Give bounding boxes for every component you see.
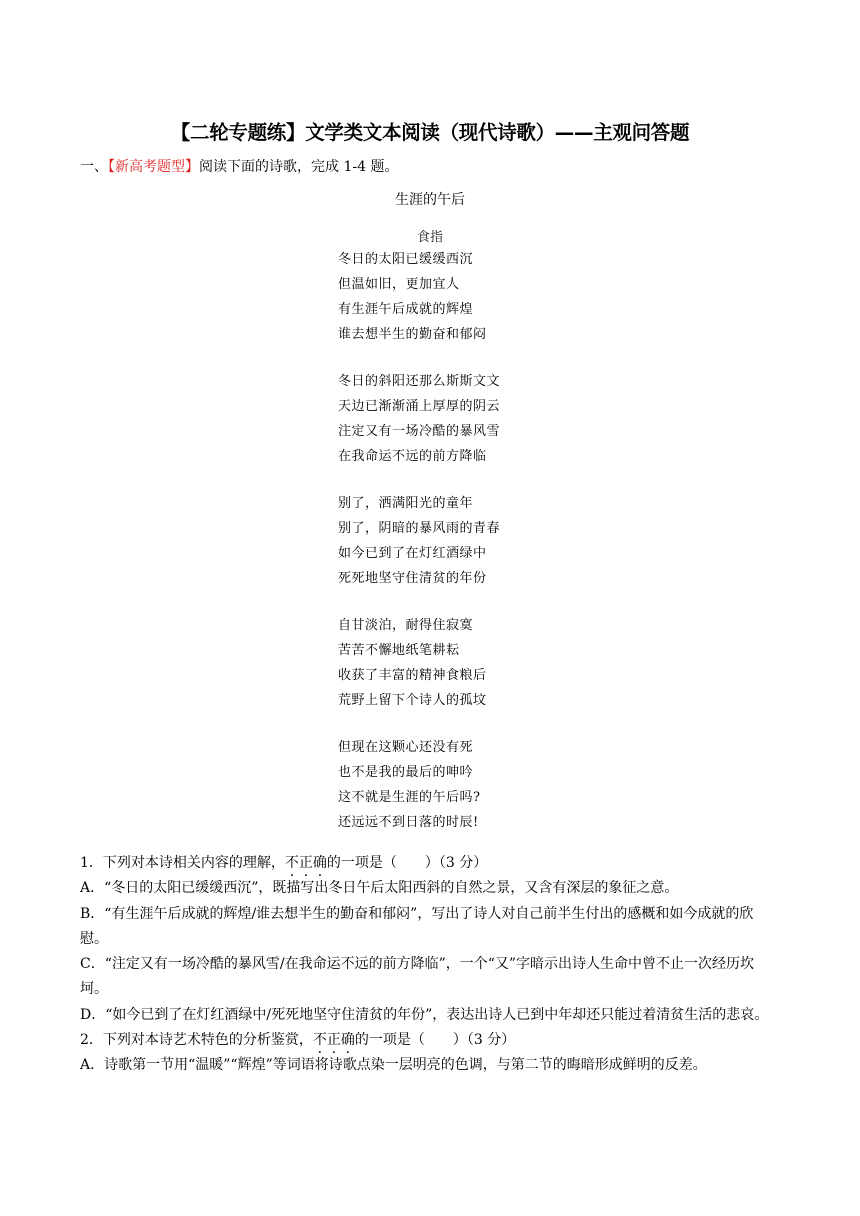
- emphasis-char: 确: [340, 1032, 355, 1049]
- poem-line: 苦苦不懈地纸笔耕耘: [338, 643, 460, 658]
- emphasis-char: 不: [284, 855, 299, 871]
- poem-title: 生涯的午后: [395, 192, 465, 208]
- poem-line: 别了，阴暗的暴风雨的青春: [338, 521, 501, 536]
- section-number: 一、: [80, 159, 108, 175]
- poem-line: 死死地坚守住清贫的年份: [338, 571, 487, 586]
- emphasis-char: 正: [298, 855, 313, 871]
- section-heading: [80, 156, 398, 176]
- poem-line: 注定又有一场冷酷的暴风雪: [338, 424, 501, 439]
- poem-line: 谁去想半生的勤奋和郁闷: [338, 327, 487, 342]
- poem-stanza: [338, 247, 500, 347]
- poem-line: 收获了丰富的精神食粮后: [338, 668, 487, 683]
- emphasis-dotted: [313, 1032, 355, 1048]
- poem-line: 还远远不到日落的时辰!: [338, 815, 479, 830]
- poem-line: 荒野上留下个诗人的孤坟: [338, 693, 487, 708]
- question-2-stem: 2．下列对本诗艺术特色的分析鉴赏，不正确的一项是（ ）（3 分）: [80, 1032, 516, 1049]
- poem-stanza: [338, 369, 500, 469]
- question-1-option-c: C．“注定又有一场冷酷的暴风雪/在我命运不远的前方降临”，一个“又”字暗示出诗人生命中曾不止一次经历坎坷。: [80, 956, 755, 998]
- question-1-option-a: A．“冬日的太阳已缓缓西沉”，既描写出冬日午后太阳西斜的自然之景，又含有深层的象征之意。: [80, 880, 679, 897]
- poem-line: 但现在这颗心还没有死: [338, 740, 474, 755]
- poem-line: 别了，洒满阳光的童年: [338, 496, 474, 511]
- poem-body: [338, 247, 500, 835]
- poem-line: 也不是我的最后的呻吟: [338, 765, 474, 780]
- poem-stanza: [338, 735, 500, 835]
- poem-line: 但温如旧，更加宜人: [338, 277, 460, 292]
- poem-line: 冬日的太阳已缓缓西沉: [338, 252, 474, 267]
- emphasis-char: 正: [326, 1032, 341, 1049]
- question-1-option-b: B．“有生涯午后成就的辉煌/谁去想半生的勤奋和郁闷”，写出了诗人对自己前半生付出的感概和如今成就的欣慰。: [80, 905, 754, 947]
- poem-author: 食指: [416, 230, 443, 245]
- poem-line: 如今已到了在灯红酒绿中: [338, 546, 487, 561]
- question-list: [80, 851, 780, 1079]
- question-1-stem: 1．下列对本诗相关内容的理解，不正确的一项是（ ）（3 分）: [80, 855, 488, 871]
- page-title: 【二轮专题练】文学类文本阅读（现代诗歌）——主观问答题: [170, 121, 690, 144]
- poem-line: 有生涯午后成就的辉煌: [338, 302, 474, 317]
- poem-stanza: [338, 613, 500, 713]
- emphasis-dotted: [285, 855, 327, 871]
- poem-line: 冬日的斜阳还那么斯斯文文: [338, 374, 501, 389]
- poem-line: 天边已渐渐涌上厚厚的阴云: [338, 399, 501, 414]
- poem-line: 这不就是生涯的午后吗?: [338, 790, 481, 805]
- emphasis-char: 不: [312, 1032, 327, 1049]
- poem-line: 自甘淡泊，耐得住寂寞: [338, 618, 474, 633]
- section-instruction: 阅读下面的诗歌，完成 1-4 题。: [199, 159, 399, 175]
- poem-stanza: [338, 491, 500, 591]
- question-2-option-a: A．诗歌第一节用“温暖”“辉煌”等词语将诗歌点染一层明亮的色调，与第二节的晦暗形成鲜明的反差。: [80, 1057, 707, 1074]
- emphasis-char: 确: [312, 855, 327, 871]
- section-tag: 【新高考题型】: [108, 159, 199, 175]
- question-1-option-d: D．“如今已到了在灯红酒绿中/死死地坚守住清贫的年份”，表达出诗人已到中年却还只能过着清贫生活的悲哀。: [80, 1006, 769, 1023]
- poem-line: 在我命运不远的前方降临: [338, 449, 487, 464]
